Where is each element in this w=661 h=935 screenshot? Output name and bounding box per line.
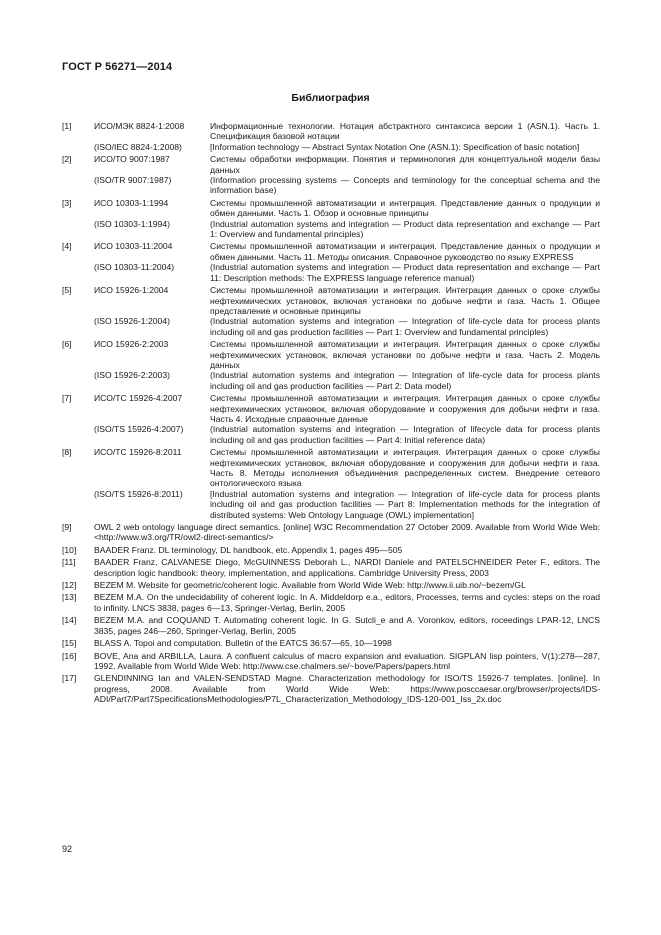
standard-code: ИСО 15926-1:2004: [94, 285, 169, 296]
entry-number: [12]: [62, 580, 77, 591]
reference-text: BEZEM M.A. On the undecidability of coherent logic. In A. Middeldorp e.a., editors, Processes, terms and cycles: steps on the road to infinity. LNCS 3838, pages 6—13, Springer-Verlag, Berlin, 2005: [94, 592, 600, 613]
standard-title: (Information processing systems — Concepts and terminology for the conceptual schema and the information base): [210, 175, 600, 196]
entry-number: [13]: [62, 592, 77, 603]
standard-title: (Industrial automation systems and integration — Product data representation and exchange — Part 11: Description methods: The EXPRESS language reference manual): [210, 262, 600, 283]
standard-title: (Industrial automation systems and integration — Integration of life-cycle data for process plants including oil and gas production facilities — Part 2: Data model): [210, 370, 600, 391]
bib-entry-11: [62, 557, 600, 578]
bib-entry-15: [62, 638, 600, 648]
entry-number: [3]: [62, 197, 72, 208]
entry-number: [14]: [62, 615, 77, 626]
standard-code: (ISO/TR 9007:1987): [94, 175, 172, 186]
entry-number: [8]: [62, 447, 72, 458]
document-header: ГОСТ Р 56271—2014: [62, 61, 173, 73]
bib-entry-1: [62, 121, 600, 152]
standard-title: Системы промышленной автоматизации и интеграция. Представление данных о продукции и обмен данными. Часть 11. Методы описания. Справочное руководство по языку EXPRESS: [210, 241, 600, 262]
reference-text: BLASS A. Topoi and computation. Bulletin of the EATCS 36:57—65, 10—1998: [94, 638, 392, 649]
entry-number: [1]: [62, 121, 72, 131]
entry-number: [7]: [62, 393, 72, 404]
entry-number: [16]: [62, 650, 77, 661]
standard-title: Системы обработки информации. Понятия и терминология для концептуальной модели базы данных: [210, 154, 600, 175]
bib-entry-16: [62, 651, 600, 672]
bib-entry-3: [62, 198, 600, 240]
entry-number: [15]: [62, 638, 77, 649]
standard-title: Системы промышленной автоматизации и интеграция. Интеграция данных о сроке службы нефтехимических установок, включая установки по добыче нефти и газа. Часть 1. Общее представление и основные принципы: [210, 285, 600, 316]
entry-number: [6]: [62, 339, 72, 350]
standard-code: (ISO 15926-1:2004): [94, 316, 170, 327]
reference-text: BEZEM M. Website for geometric/coherent logic. Available from World Wide Web: http://www.ii.uib.no/~bezem/GL: [94, 580, 526, 591]
entry-number: [2]: [62, 154, 72, 165]
standard-title: [Information technology — Abstract Syntax Notation One (ASN.1): Specification of basic notation]: [210, 141, 580, 152]
standard-code: ИСО/ТС 15926-4:2007: [94, 393, 183, 404]
entry-number: [9]: [62, 522, 72, 533]
bib-entry-4: [62, 241, 600, 283]
page-title: Библиография: [291, 92, 370, 104]
standard-code: (ISO/TS 15926-8:2011): [94, 488, 183, 499]
standard-code: (ISO 10303-1:1994): [94, 218, 170, 229]
bib-entry-2: [62, 154, 600, 196]
reference-text: GLENDINNING Ian and VALEN-SENDSTAD Magne. Characterization methodology for ISO/TS 15926-7 templates. [online]. In progress, 2008. Available from World Wide Web: https://www.posccaesar.org/browser/projects/IDS-ADI/Part7/Part7SpecificationsMethodologies/P7L_Characterization_Methodology_IDS-120-001_Iss_2x.doc: [94, 673, 600, 705]
bib-entry-7: [62, 393, 600, 445]
standard-title: (Industrial automation systems and integration — Product data representation and exchange — Part 1: Overview and fundamental principles): [210, 218, 600, 240]
bib-entry-17: [62, 673, 600, 704]
standard-code: ИСО 15926-2:2003: [94, 339, 169, 350]
bib-entry-6: [62, 339, 600, 391]
bib-entry-9: [62, 522, 600, 543]
standard-code: ИСО/ТС 15926-8:2011: [94, 447, 182, 458]
bib-entry-10: [62, 545, 600, 555]
bib-entry-14: [62, 615, 600, 636]
reference-text: BEZEM M.A. and COQUAND T. Automating coherent logic. In G. Sutcli_e and A. Voronkov, editors, roceedings LPAR-12, LNCS 3835, pages 246—260, Springer-Verlag, Berlin, 2005: [94, 615, 600, 636]
standard-code: (ISO 10303-11:2004): [94, 262, 175, 273]
entry-number: [4]: [62, 241, 72, 252]
standard-title: (Industrial automation systems and integration — Integration of lifecycle data for process plants including oil and gas production facilities — Part 4: Initial reference data): [210, 424, 600, 445]
standard-title: Системы промышленной автоматизации и интеграция. Представление данных о продукции и обмен данными. Часть 1. Обзор и основные принципы: [210, 197, 600, 219]
standard-title: [Industrial automation systems and integration — Integration of life-cycle data for process plants including oil and gas production facilities — Part 8: Implementation methods for the integration of distributed systems: Web Ontology Language (OWL) implementation]: [210, 488, 600, 520]
standard-title: Информационные технологии. Нотация абстрактного синтаксиса версии 1 (ASN.1). Часть 1. Спецификация базовой нотации: [210, 121, 600, 142]
entry-number: [5]: [62, 285, 72, 296]
standard-code: ИСО 10303-11:2004: [94, 241, 173, 252]
standard-code: ИСО/ТО 9007:1987: [94, 154, 170, 165]
standard-code: (ISO 15926-2:2003): [94, 370, 170, 381]
standard-code: (ISO/TS 15926-4:2007): [94, 424, 184, 435]
bib-entry-5: [62, 285, 600, 337]
page-number: 92: [62, 844, 73, 854]
reference-text: BOVE, Ana and ARBILLA, Laura. A confluent calculus of macro expansion and evaluation. SIGPLAN lisp pointers, V(1):278—287, 1992. Available from World Wide Web: http://www.cse.chalmers.se/~bove/Papers/papers.html: [94, 650, 600, 671]
reference-text: OWL 2 web ontology language direct semantics. [online] W3C Recommendation 27 October 2009. Available from World Wide Web: <http://www.w3.org/TR/owl2-direct-semantics/>: [94, 522, 600, 543]
bibliography-list: [62, 121, 600, 707]
bib-entry-12: [62, 580, 600, 590]
standard-title: Системы промышленной автоматизации и интеграция. Интеграция данных о сроке службы нефтехимических установок, включая установки по добыче нефти и газа. Часть 2. Модель данных: [210, 339, 600, 370]
entry-number: [10]: [62, 544, 77, 555]
entry-number: [17]: [62, 673, 77, 684]
standard-code: (ISO/IEC 8824-1:2008): [94, 141, 182, 152]
standard-code: ИСО/МЭК 8824-1:2008: [94, 121, 185, 131]
reference-text: BAADER Franz, CALVANESE Diego, McGUINNESS Deborah L., NARDI Daniele and PATELSCHNEIDER Peter F., editors. The description logic handbook: theory, implementation, and applications. Cambridge University Press, 2003: [94, 557, 600, 578]
standard-code: ИСО 10303-1:1994: [94, 197, 169, 208]
reference-text: BAADER Franz. DL terminology, DL handbook, etc. Appendix 1, pages 495—505: [94, 544, 403, 555]
bib-entry-8: [62, 447, 600, 520]
bib-entry-13: [62, 592, 600, 613]
standard-title: Системы промышленной автоматизации и интеграция. Интеграция данных о сроке службы нефтехимических установок, включая оборудование и сооружения для добычи нефти и газа. Часть 4. Исходные справочные данные: [210, 393, 600, 424]
standard-title: (Industrial automation systems and integration — Integration of life-cycle data for process plants including oil and gas production facilities — Part 1: Overview and fundamental principles): [210, 316, 600, 337]
entry-number: [11]: [62, 557, 76, 568]
standard-title: Системы промышленной автоматизации и интеграция. Интеграция данных о сроке службы нефтехимических установок, включая оборудование и сооружения для добычи нефти и газа. Часть 8. Методы исполнения объединения распределенных систем. Внедрение сетевого онтологического языка: [210, 447, 600, 489]
